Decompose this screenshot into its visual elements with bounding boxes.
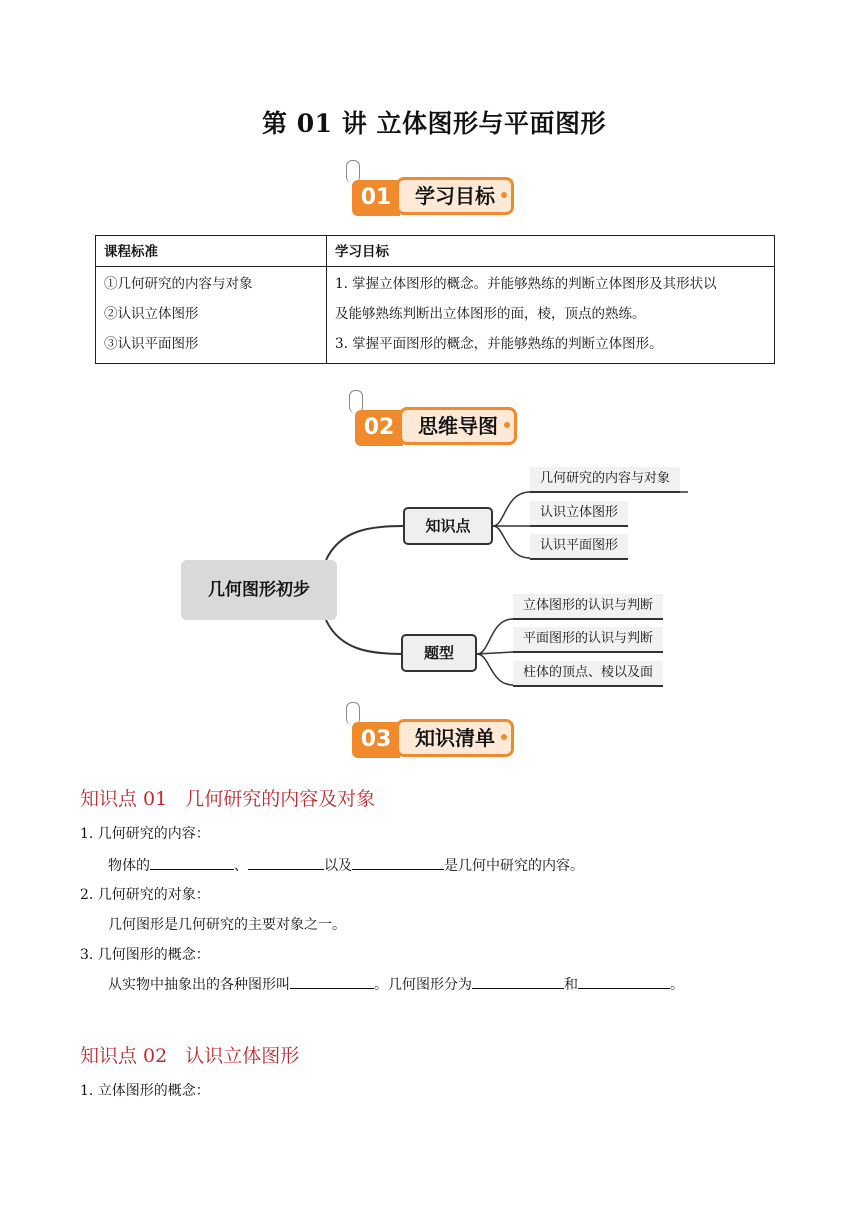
banner-label: 知识清单 bbox=[396, 719, 514, 757]
goal-line: 1. 掌握立体图形的概念。并能够熟练的判断立体图形及其形状以 bbox=[335, 276, 717, 292]
table-header-goal: 学习目标 bbox=[327, 236, 775, 267]
standards-cell bbox=[96, 267, 327, 364]
answer-blank[interactable] bbox=[248, 855, 324, 870]
mindmap-branch-knowledge: 知识点 bbox=[403, 507, 493, 545]
goal-line: 3. 掌握平面图形的概念，并能够熟练的判断立体图形。 bbox=[335, 336, 663, 352]
standard-item: ①几何研究的内容与对象 bbox=[104, 276, 253, 292]
banner-label: 思维导图 bbox=[399, 407, 517, 445]
knowledge-point-heading bbox=[80, 1041, 317, 1068]
goal-line: 及能够熟练判断出立体图形的面，棱，顶点的熟练。 bbox=[335, 306, 646, 322]
banner-label: 学习目标 bbox=[396, 177, 514, 215]
mindmap-root: 几何图形初步 bbox=[181, 560, 337, 620]
mindmap-leaf: 立体图形的认识与判断 bbox=[513, 594, 663, 620]
banner-number: 01 bbox=[352, 180, 400, 216]
mindmap-branch-question-types: 题型 bbox=[401, 634, 477, 672]
knowledge-point-label: 知识点 02 bbox=[80, 1045, 168, 1067]
body-text: 几何图形是几何研究的主要对象之一。 bbox=[108, 917, 346, 933]
standard-item: ②认识立体图形 bbox=[104, 306, 199, 322]
answer-blank[interactable] bbox=[150, 855, 234, 870]
mindmap-leaf: 平面图形的认识与判断 bbox=[513, 627, 663, 653]
banner-number: 02 bbox=[355, 410, 403, 446]
question-line: 1. 立体图形的概念： bbox=[80, 1083, 210, 1099]
mindmap-leaf: 几何研究的内容与对象 bbox=[530, 467, 680, 493]
knowledge-point-label: 知识点 01 bbox=[80, 788, 168, 810]
answer-blank[interactable] bbox=[352, 855, 444, 870]
mindmap-leaf: 认识立体图形 bbox=[530, 501, 628, 527]
answer-blank[interactable] bbox=[290, 974, 374, 989]
objectives-table bbox=[95, 235, 775, 364]
knowledge-point-title: 几何研究的内容及对象 bbox=[185, 788, 376, 810]
question-line: 2. 几何研究的对象： bbox=[80, 887, 210, 903]
knowledge-point-title: 认识立体图形 bbox=[185, 1045, 300, 1067]
goals-cell bbox=[327, 267, 775, 364]
fill-in-line: 物体的 、 以及 是几何中研究的内容。 bbox=[108, 855, 584, 875]
standard-item: ③认识平面图形 bbox=[104, 336, 199, 352]
section-banner-mindmap bbox=[355, 404, 521, 448]
fill-in-line: 从实物中抽象出的各种图形叫 。几何图形分为 和 。 bbox=[108, 974, 684, 994]
knowledge-point-heading bbox=[80, 784, 393, 811]
question-line: 1. 几何研究的内容： bbox=[80, 826, 210, 842]
answer-blank[interactable] bbox=[578, 974, 670, 989]
mindmap-leaf: 认识平面图形 bbox=[530, 534, 628, 560]
section-banner-objectives bbox=[352, 174, 516, 218]
table-header-standard: 课程标准 bbox=[96, 236, 327, 267]
answer-blank[interactable] bbox=[472, 974, 564, 989]
mindmap-leaf: 柱体的顶点、棱以及面 bbox=[513, 661, 663, 687]
banner-number: 03 bbox=[352, 722, 400, 758]
section-banner-knowledge-list bbox=[352, 716, 518, 760]
question-line: 3. 几何图形的概念： bbox=[80, 947, 210, 963]
page-title: 第 01 讲 立体图形与平面图形 bbox=[262, 109, 606, 138]
